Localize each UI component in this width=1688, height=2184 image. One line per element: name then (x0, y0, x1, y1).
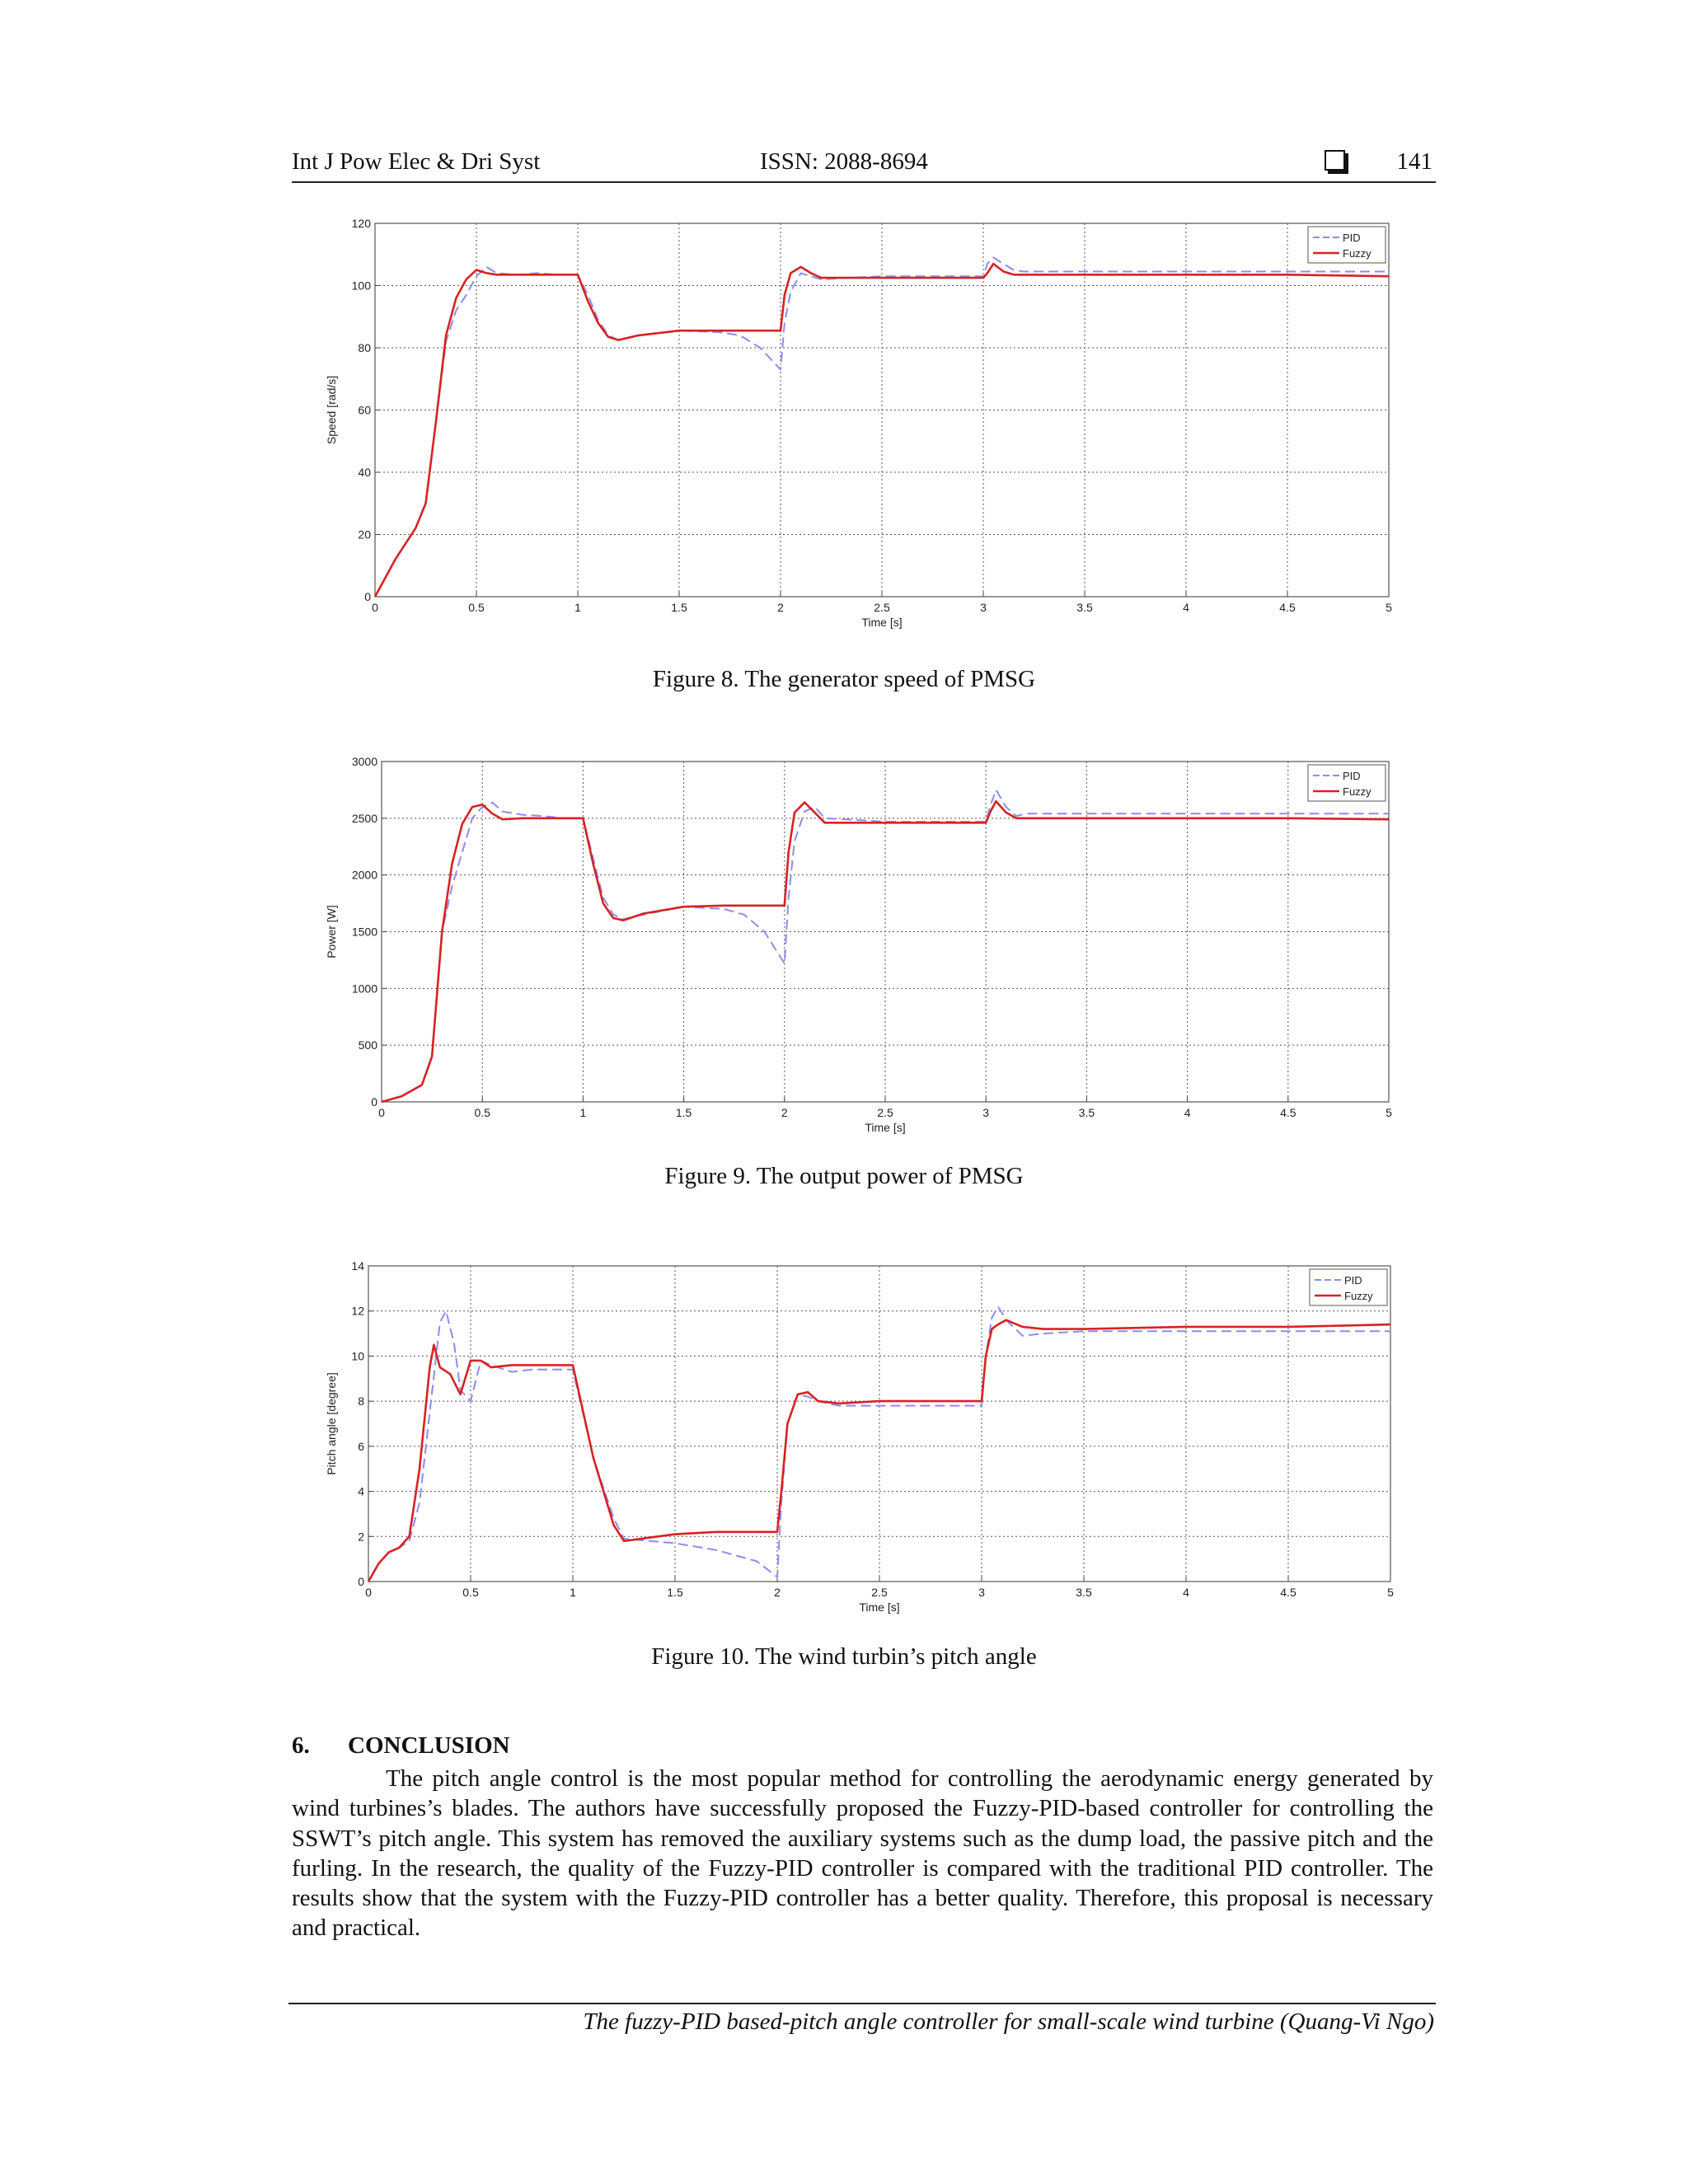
y-tick-label: 500 (358, 1038, 377, 1052)
x-tick-label: 3.5 (1076, 1586, 1092, 1599)
y-tick-label: 6 (358, 1439, 364, 1453)
section-title: CONCLUSION (348, 1732, 510, 1759)
x-tick-label: 5 (1386, 601, 1392, 614)
running-footer: The fuzzy-PID based-pitch angle controller for small-scale wind turbine (Quang-Vi Ngo) (583, 2008, 1434, 2035)
y-tick-label: 120 (351, 217, 371, 230)
x-tick-label: 4.5 (1280, 1106, 1296, 1119)
figure-8-caption: Figure 8. The generator speed of PMSG (652, 666, 1036, 692)
conclusion-paragraph: The pitch angle control is the most popular method for controlling the aerodynamic energy generated by wind turbines’s blades. The authors have successfully proposed the Fuzzy-PID-based controller for controlling the SSWT’s pitch angle. This system has removed the auxiliary systems such as the dump load, the passive pitch and the furling. In the research, the quality of the Fuzzy-PID controller is compared with the traditional PID controller. The results show that the system with the Fuzzy-PID controller has a better quality. Therefore, this proposal is necessary and practical. (292, 1765, 1433, 1942)
x-tick-label: 3 (980, 601, 987, 614)
y-axis-label: Pitch angle [degree] (325, 1372, 338, 1475)
y-tick-label: 10 (351, 1349, 364, 1363)
x-tick-label: 2.5 (874, 601, 890, 614)
x-tick-label: 3 (982, 1106, 990, 1119)
x-tick-label: 4.5 (1280, 1586, 1296, 1599)
running-header (292, 145, 1436, 183)
power-chart-svg (326, 752, 1401, 1139)
legend-label: PID (1343, 232, 1361, 244)
x-tick-label: 0.5 (468, 601, 485, 614)
x-axis-label: Time [s] (865, 1121, 906, 1134)
y-tick-label: 2 (358, 1530, 364, 1544)
x-tick-label: 4 (1184, 1106, 1191, 1119)
x-tick-label: 2 (777, 601, 784, 614)
page-number: 141 (1396, 148, 1432, 175)
x-tick-label: 1.5 (671, 601, 687, 614)
x-tick-label: 1 (570, 1586, 576, 1599)
figure-10-caption: Figure 10. The wind turbin’s pitch angle (651, 1643, 1037, 1670)
y-tick-label: 80 (358, 341, 371, 354)
y-tick-label: 14 (351, 1259, 364, 1272)
y-tick-label: 100 (351, 279, 371, 293)
y-tick-label: 0 (358, 1575, 364, 1588)
y-tick-label: 2000 (351, 868, 377, 882)
x-tick-label: 0.5 (474, 1106, 490, 1119)
x-tick-label: 2 (774, 1586, 781, 1599)
figure-9-power-chart (326, 752, 1401, 1139)
x-tick-label: 0 (372, 601, 378, 614)
x-tick-label: 1.5 (675, 1106, 692, 1119)
x-tick-label: 4 (1183, 1586, 1189, 1599)
legend-label: PID (1343, 770, 1361, 782)
x-tick-label: 1 (574, 601, 581, 614)
x-tick-label: 2.5 (877, 1106, 893, 1119)
issn: ISSN: 2088-8694 (760, 148, 928, 175)
y-tick-label: 20 (358, 527, 371, 541)
x-axis-label: Time [s] (861, 616, 903, 629)
y-tick-label: 0 (371, 1095, 377, 1108)
legend-label: Fuzzy (1343, 785, 1372, 798)
x-tick-label: 1 (579, 1106, 587, 1119)
y-tick-label: 12 (351, 1304, 364, 1318)
x-tick-label: 0.5 (462, 1586, 479, 1599)
x-tick-label: 4 (1183, 601, 1189, 614)
x-tick-label: 3.5 (1078, 1106, 1095, 1119)
square-bullet-icon (1325, 150, 1345, 171)
x-tick-label: 0 (378, 1106, 385, 1119)
x-tick-label: 5 (1386, 1106, 1392, 1119)
x-tick-label: 4.5 (1279, 601, 1296, 614)
x-tick-label: 0 (365, 1586, 372, 1599)
y-tick-label: 1000 (351, 982, 377, 996)
legend-label: PID (1344, 1274, 1362, 1286)
y-axis-label: Power [W] (325, 905, 338, 958)
figure-9-caption: Figure 9. The output power of PMSG (664, 1163, 1024, 1189)
x-tick-label: 3 (978, 1586, 985, 1599)
y-tick-label: 1500 (351, 925, 377, 939)
y-tick-label: 2500 (351, 811, 377, 825)
speed-chart-svg (326, 213, 1401, 633)
legend-label: Fuzzy (1344, 1290, 1373, 1302)
figure-8-speed-chart (326, 213, 1401, 633)
x-tick-label: 2 (781, 1106, 788, 1119)
legend-label: Fuzzy (1343, 247, 1372, 260)
y-tick-label: 60 (358, 403, 371, 417)
x-tick-label: 1.5 (667, 1586, 683, 1599)
figure-10-pitch-chart (326, 1254, 1401, 1617)
y-tick-label: 4 (358, 1484, 364, 1498)
journal-name: Int J Pow Elec & Dri Syst (292, 148, 541, 175)
y-axis-label: Speed [rad/s] (325, 375, 338, 445)
y-tick-label: 0 (364, 590, 371, 603)
footer-rule (288, 2003, 1436, 2004)
x-tick-label: 2.5 (871, 1586, 888, 1599)
pitch-chart-svg (326, 1254, 1401, 1617)
y-tick-label: 8 (358, 1394, 364, 1408)
section-number: 6. (292, 1732, 310, 1759)
section-heading (292, 1732, 510, 1760)
x-axis-label: Time [s] (859, 1601, 900, 1614)
y-tick-label: 40 (358, 466, 371, 479)
y-tick-label: 3000 (351, 755, 377, 768)
x-tick-label: 5 (1387, 1586, 1394, 1599)
x-tick-label: 3.5 (1076, 601, 1093, 614)
